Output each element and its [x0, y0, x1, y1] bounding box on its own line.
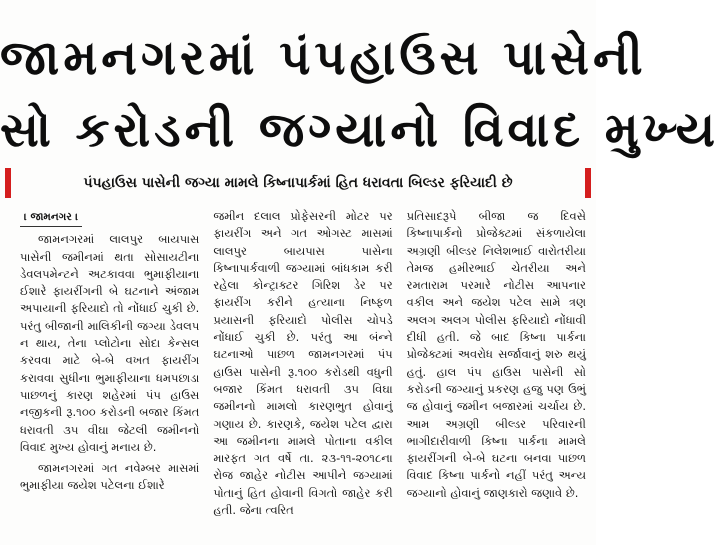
paragraph: જામનગરમાં ગત નવેમ્બર માસમાં ભુમાફીયા જયેશ પટેલના ઈશારે — [20, 461, 200, 493]
paragraph: પ્રતિસાદરૂપે બીજા જ દિવસે કિષ્નાપાર્કનો પ્રોજેક્ટમાં સંકળાયેલા અગ્રણી બીલ્ડર નિલેશભાઈ વારોતરીયા તેમજ હમીરભાઈ ચેતરીયા અને રમતારામ પરમારે નોટીસ આપનાર વકીલ અને જયેશ પટેલ સામે ત્રણ અલગ અલગ પોલીસ ફરિયાદો નોંધાવી દીધી હતી. જે બાદ કિષ્ના પાર્કના પ્રોજેક્ટમાં અવરોધ સર્જાવાનું શરુ થયું હતું. હાલ પંપ હાઉસ પાસેની સો કરોડની જગ્યાનું પ્રકરણ હજુ પણ ઉભું જ હોવાનું જમીન બજારમાં ચર્ચાય છે. આમ અગ્રણી બીલ્ડર પરિવારની ભાગીદારીવાળી કિષ્ના પાર્કના મામલે ફાયરીંગની બે-બે ઘટના બનવા પાછળ વિવાદ કિષ્ના પાર્કનો નહીં પરંતુ અન્ય જગ્યાનો હોવાનું જાણકારો જણાવે છે. — [406, 209, 586, 500]
headline — [0, 0, 719, 170]
article-body — [20, 208, 586, 538]
subheadline: પંપહાઉસ પાસેની જગ્યા મામલે કિષ્નાપાર્કમાં હિત ધરાવતા બિલ્ડર ફરિયાદી છે — [5, 168, 591, 198]
paragraph: જમીન દલાલ પ્રોફેસરની મોટર પર ફાયરીંગ અને ગત ઓગસ્ટ માસમાં લાલપુર બાયપાસ પાસેના કિષ્નાપાર્કવાળી જગ્યામાં બાંધકામ કરી રહેલા કોન્ટ્રાક્ટર ગિરિશ ડેર પર ફાયરીંગ કરીને હત્યાના નિષ્ફળ પ્રયાસની ફરિયાદો પોલીસ ચોપડે નોંધાઈ ચુકી છે. પરંતુ આ બંન્ને ઘટનાઓ પાછળ જામનગરમાં પંપ હાઉસ પાસેની રૂ.૧૦૦ કરોડથી વધુની બજાર કિંમત ધરાવતી ૩૫ વિઘા જમીનનો મામલો કારણભુત હોવાનું ગણાય છે. કારણકે, જયેશ પટેલ દ્વારા આ જમીનના મામલે પોતાના વકીલ મારફત ગત વર્ષે તા. ૨૩-૧૧-૨૦૧૮ના રોજ જાહેર નોટીસ આપીને જગ્યામાં પોતાનું હિત હોવાની વિગતો જાહેર કરી હતી. જેના ત્વરિત — [213, 209, 393, 518]
headline-line-1: જામનગરમાં પંપહાઉસ પાસેની — [0, 30, 647, 86]
dateline: । જામનગર । — [20, 209, 82, 227]
column-1 — [20, 208, 199, 538]
paragraph: જામનગરમાં લાલપુર બાયપાસ પાસેની જમીનમાં થતા સોસાયટીના ડેવલપમેન્ટને અટકાવવા ભુમાફીયાના ઈશારે ફાયરીંગની બે ઘટનાને અંજામ અપાયાની ફરિયાદો તો નોંધાઈ ચુકી છે. પરંતુ બીજાની માલિકીની જગ્યા ડેવલપ ન થાય, તેના પ્લોટોના સોદા કેન્સલ કરવવા માટે બે-બે વખત ફાયરીંગ કરાવવા સુધીના ભુમાફીયાના ધમપછાડા પાછળનું કારણ શહેરમાં પંપ હાઉસ નજીકની રૂ.૧૦૦ કરોડની બજાર કિંમત ધરાવતી ૩૫ વીઘા જેટલી જમીનનો વિવાદ મુખ્ય હોવાનું મનાય છે. — [20, 232, 200, 454]
column-3 — [407, 208, 586, 538]
headline-line-2: સો કરોડની જગ્યાનો વિવાદ મુખ્ય — [0, 102, 719, 158]
column-2 — [213, 208, 392, 538]
